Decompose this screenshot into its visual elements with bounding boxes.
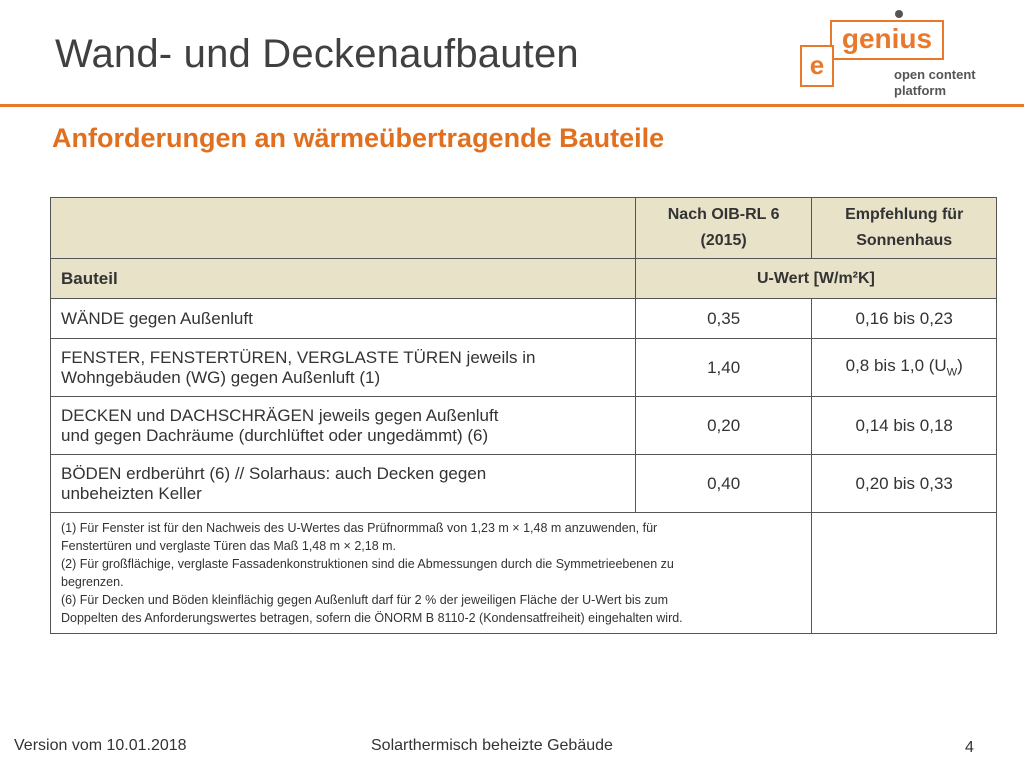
row-recommendation-value: 0,20 bis 0,33 (812, 455, 997, 513)
page-number: 4 (965, 739, 974, 756)
logo-tagline-line2: platform (894, 83, 946, 98)
notes-empty-cell (812, 513, 997, 634)
table-row (51, 299, 997, 339)
row-oib-value: 0,40 (635, 455, 812, 513)
row-label: WÄNDE gegen Außenluft (51, 299, 636, 339)
row-label: DECKEN und DACHSCHRÄGEN jeweils gegen Außenluft und gegen Dachräume (durchlüftet oder ungedämmt) (6) (51, 397, 636, 455)
row-recommendation-value: 0,8 bis 1,0 $(U_W)$ (812, 339, 997, 397)
table-row (51, 455, 997, 513)
header-oib: Nach OIB-RL 6 (2015) (635, 198, 812, 259)
logo-genius-box: genius (830, 20, 944, 60)
egenius-logo (800, 10, 990, 100)
table-header-row (51, 198, 997, 259)
table-notes-row (51, 513, 997, 634)
header-recommendation: Empfehlung für Sonnenhaus (812, 198, 997, 259)
title-divider (0, 104, 1024, 107)
slide-title: Wand- und Deckenaufbauten (55, 32, 579, 76)
table-subheader-row (51, 259, 997, 299)
row-recommendation-value: 0,14 bis 0,18 (812, 397, 997, 455)
footer-title: Solarthermisch beheizte Gebäude (371, 737, 613, 754)
row-oib-value: 0,20 (635, 397, 812, 455)
subheader-bauteil: Bauteil (51, 259, 636, 299)
row-label: BÖDEN erdberührt (6) // Solarhaus: auch Decken gegen unbeheizten Keller (51, 455, 636, 513)
table-row (51, 339, 997, 397)
row-recommendation-value: 0,16 bis 0,23 (812, 299, 997, 339)
row-oib-value: 0,35 (635, 299, 812, 339)
row-label: FENSTER, FENSTERTÜREN, VERGLASTE TÜREN jeweils in Wohngebäuden (WG) gegen Außenluft (1) (51, 339, 636, 397)
subheader-uwert: U-Wert [W/m²K] (635, 259, 996, 299)
footnotes: (1) Für Fenster ist für den Nachweis des U-Wertes das Prüfnormmaß von 1,23 m × 1,48 m anzuwenden, für Fenstertüren und verglaste Türen das Maß 1,48 m × 2,18 m. (2) Für großflächige, verglaste Fassadenkonstruktionen sind die Abmessungen durch die Symmetrieebenen zu begrenzen. (6) Für Decken und Böden kleinflächig gegen Außenluft darf für 2 % der jeweiligen Fläche der U-Wert bis zum Doppelten des Anforderungswertes betragen, sofern die ÖNORM B 8110-2 (Kondensatfreiheit) eingehalten wird. (51, 513, 812, 634)
header-empty-cell (51, 198, 636, 259)
table-row (51, 397, 997, 455)
logo-tagline-line1: open content (894, 67, 976, 82)
row-oib-value: 1,40 (635, 339, 812, 397)
slide-subtitle: Anforderungen an wärmeübertragende Bauteile (52, 123, 665, 153)
logo-dot-icon (895, 10, 903, 18)
footer-version: Version vom 10.01.2018 (14, 737, 187, 754)
logo-e-box: e (800, 45, 834, 87)
requirements-table (50, 197, 997, 634)
